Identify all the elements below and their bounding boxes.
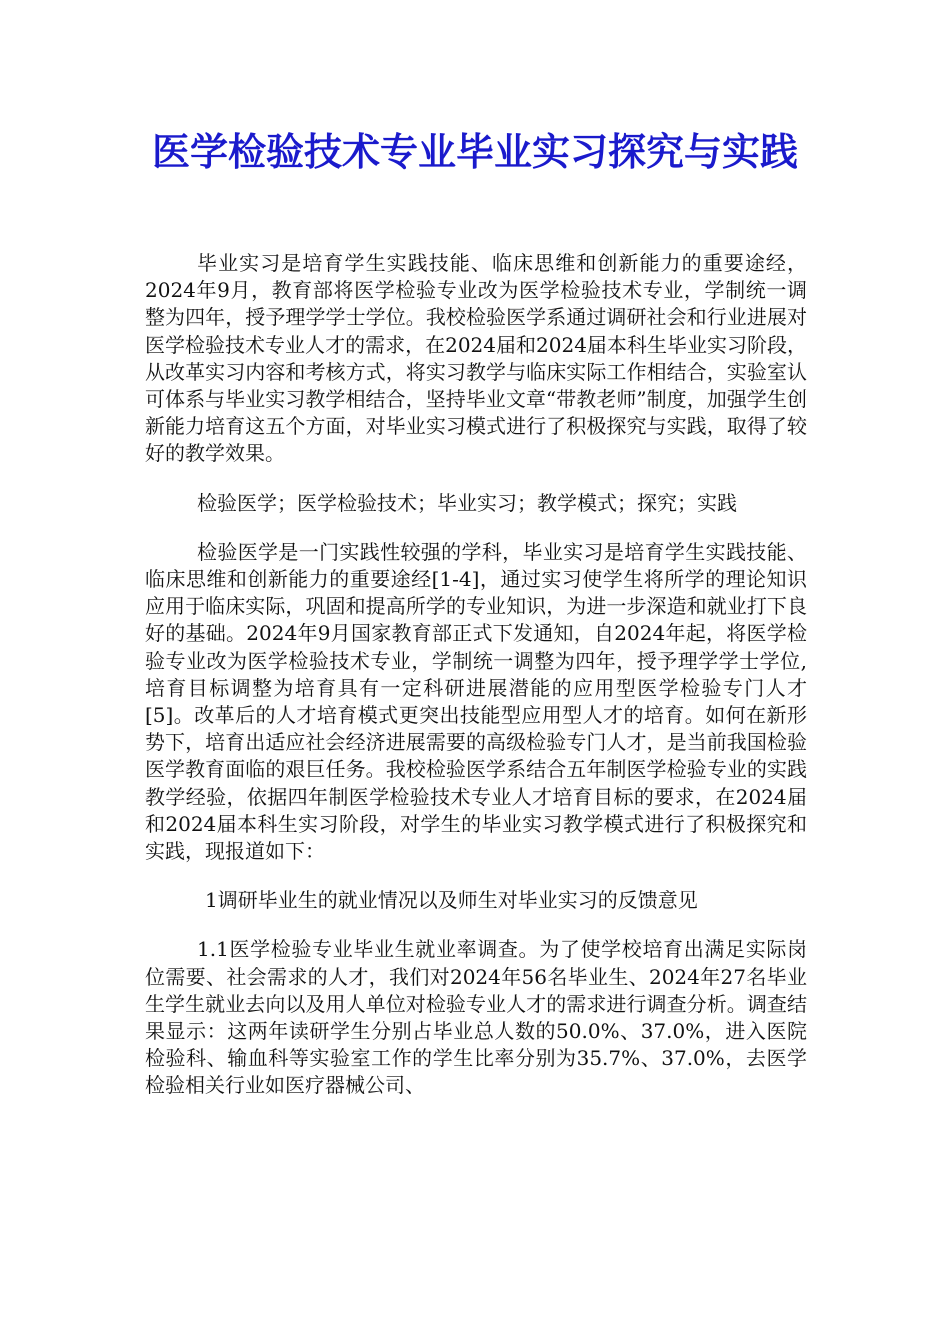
section-heading: 1调研毕业生的就业情况以及师生对毕业实习的反馈意见 bbox=[205, 888, 698, 913]
abstract-paragraph: 毕业实习是培育学生实践技能、临床思维和创新能力的重要途经，2024年9月，教育部将医学检验专业改为医学检验技术专业，学制统一调整为四年，授予理学学士学位。我校检验医学系通过调研社会和行业进展对医学检验技术专业人才的需求，在2024届和2024届本科生毕业实习阶段，从改革实习内容和考核方式，将实习教学与临床实际工作相结合，实验室认可体系与毕业实习教学相结合，坚持毕业文章“带教老师”制度，加强学生创新能力培育这五个方面，对毕业实习模式进行了积极探究与实践，取得了较好的教学效果。 bbox=[145, 251, 807, 466]
keywords-paragraph: 检验医学；医学检验技术；毕业实习；教学模式；探究；实践 bbox=[197, 490, 737, 515]
document-title: 医学检验技术专业毕业实习探究与实践 bbox=[151, 129, 798, 174]
intro-paragraph: 检验医学是一门实践性较强的学科，毕业实习是培育学生实践技能、临床思维和创新能力的重要途经[1-4]，通过实习使学生将所学的理论知识应用于临床实际，巩固和提高所学的专业知识，为进一步深造和就业打下良好的基础。2024年9月国家教育部正式下发通知，自2024年起，将医学检验专业改为医学检验技术专业，学制统一调整为四年，授予理学学士学位,培育目标调整为培育具有一定科研进展潜能的应用型医学检验专门人才[5]。改革后的人才培育模式更突出技能型应用型人才的培育。如何在新形势下，培育出适应社会经济进展需要的高级检验专门人才，是当前我国检验医学教育面临的艰巨任务。我校检验医学系结合五年制医学检验专业的实践教学经验，依据四年制医学检验技术专业人才培育目标的要求，在2024届和2024届本科生实习阶段，对学生的毕业实习教学模式进行了积极探究和实践，现报道如下： bbox=[145, 539, 807, 864]
subsection-paragraph: 1.1医学检验专业毕业生就业率调查。为了使学校培育出满足实际岗位需要、社会需求的人才，我们对2024年56名毕业生、2024年27名毕业生学生就业去向以及用人单位对检验专业人才的需求进行调查分析。调查结果显示：这两年读研学生分别占毕业总人数的50.0%、37.0%，进入医院检验科、输血科等实验室工作的学生比率分别为35.7%、37.0%，去医学检验相关行业如医疗器械公司、 bbox=[145, 937, 807, 1098]
document-body bbox=[145, 250, 807, 1100]
